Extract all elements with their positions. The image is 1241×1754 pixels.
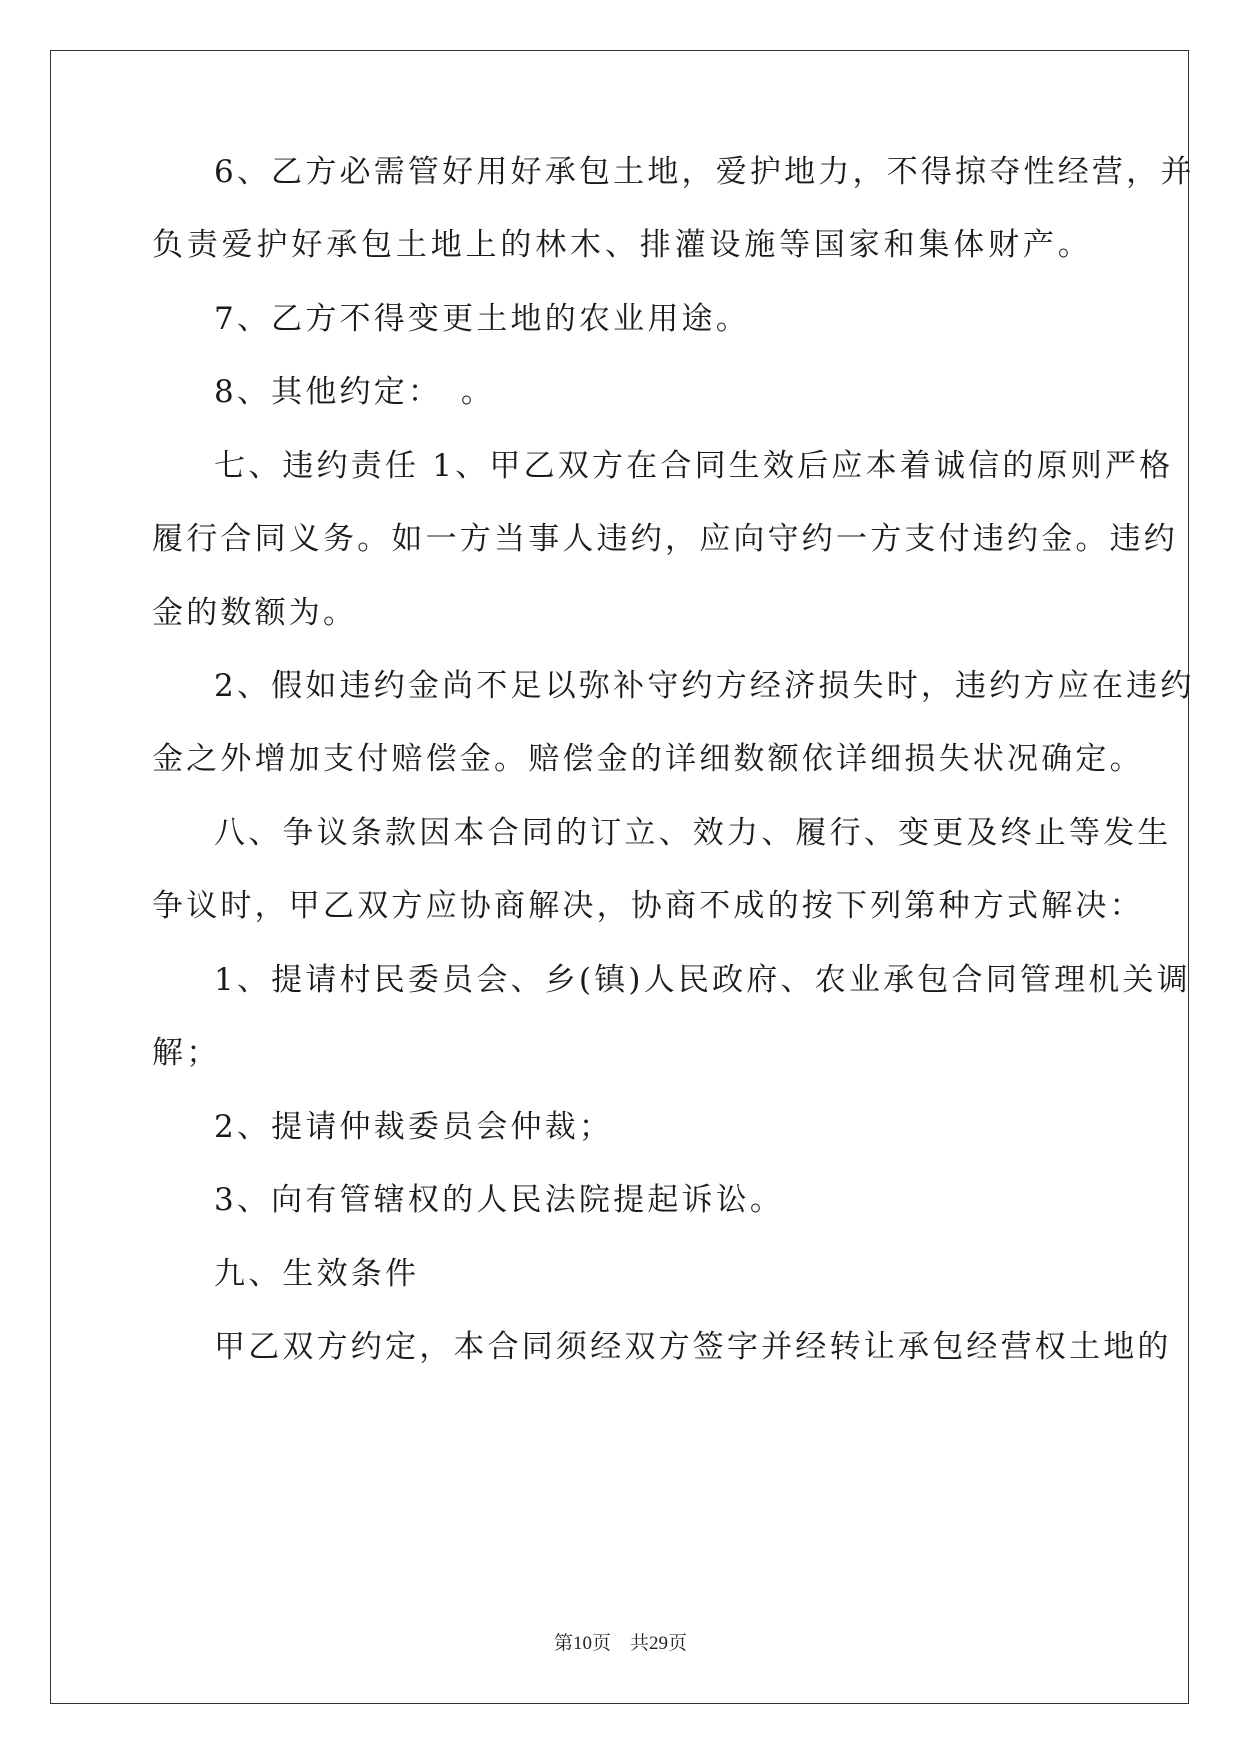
paragraph-line: 争议时，甲乙双方应协商解决，协商不成的按下列第种方式解决： — [152, 888, 1144, 924]
paragraph-line: 七、违约责任 1、甲乙双方在合同生效后应本着诚信的原则严格 — [214, 448, 1174, 484]
paragraph-line: 1、提请村民委员会、乡(镇)人民政府、农业承包合同管理机关调 — [214, 962, 1191, 998]
paragraph-line: 2、提请仲裁委员会仲裁； — [214, 1109, 614, 1145]
paragraph-line: 2、假如违约金尚不足以弥补守约方经济损失时，违约方应在违约 — [214, 668, 1195, 704]
paragraph-line: 金的数额为。 — [152, 595, 358, 631]
paragraph-line: 3、向有管辖权的人民法院提起诉讼。 — [214, 1182, 785, 1218]
paragraph-line: 八、争议条款因本合同的订立、效力、履行、变更及终止等发生 — [214, 815, 1172, 851]
paragraph-line: 6、乙方必需管好用好承包土地，爱护地力，不得掠夺性经营，并 — [214, 154, 1195, 190]
section-heading: 九、生效条件 — [214, 1256, 420, 1292]
page-number: 第10页 共29页 — [553, 1633, 687, 1654]
paragraph-line: 7、乙方不得变更土地的农业用途。 — [214, 301, 750, 337]
paragraph-line: 负责爱护好承包土地上的林木、排灌设施等国家和集体财产。 — [152, 227, 1092, 263]
paragraph-line: 8、其他约定： 。 — [214, 374, 496, 410]
paragraph-line: 甲乙双方约定，本合同须经双方签字并经转让承包经营权土地的 — [214, 1329, 1172, 1365]
paragraph-line: 履行合同义务。如一方当事人违约，应向守约一方支付违约金。违约 — [152, 521, 1178, 557]
paragraph-line: 金之外增加支付赔偿金。赔偿金的详细数额依详细损失状况确定。 — [152, 741, 1144, 777]
paragraph-line: 解； — [152, 1035, 221, 1071]
